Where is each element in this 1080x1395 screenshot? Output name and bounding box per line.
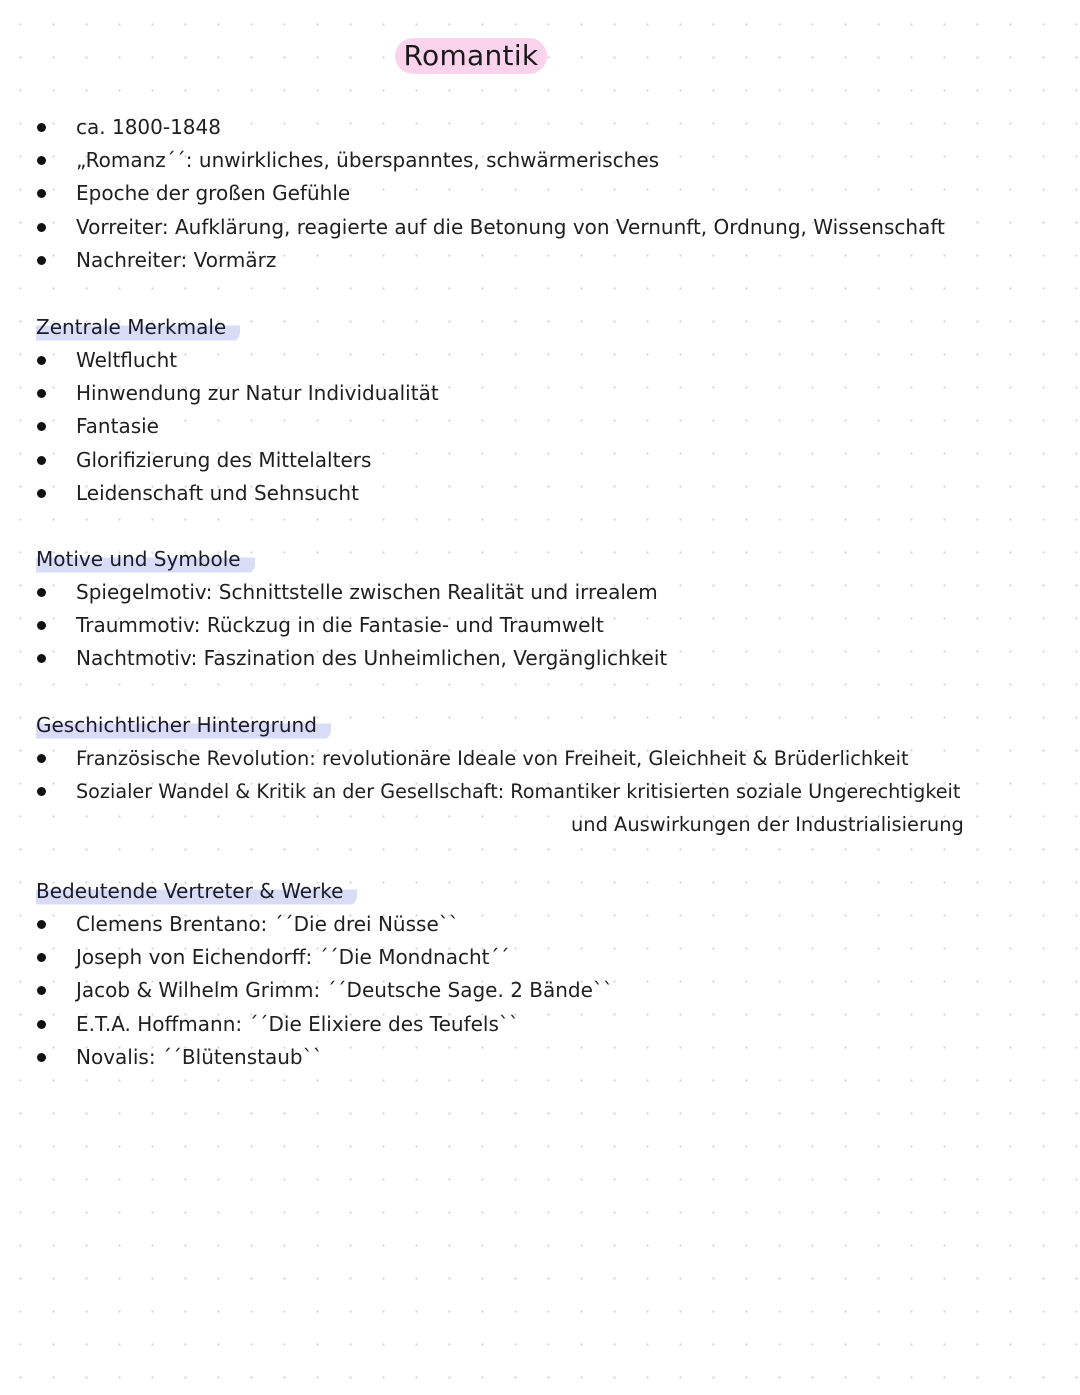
bullet-dot-icon (37, 986, 46, 995)
bullet-dot-icon (37, 356, 46, 365)
list-item-text: Weltflucht (76, 348, 178, 372)
list-item-text: Vorreiter: Aufklärung, reagierte auf die Betonung von Vernunft, Ordnung, Wissenschaft (76, 214, 945, 239)
bullet-dot-icon (37, 489, 46, 498)
list-item-text: Französische Revolution: revolutionäre Ideale von Freiheit, Gleichheit & Brüderlichkeit (76, 747, 909, 770)
bullet-dot-icon (37, 920, 46, 929)
bullet-dot-icon (37, 456, 46, 465)
section-heading-text: Motive und Symbole (36, 544, 255, 574)
list-item (0, 244, 945, 277)
merkmale-list (0, 344, 439, 510)
page-title: Romantik (395, 38, 547, 74)
bullet-dot-icon (37, 422, 46, 431)
vertreter-list (0, 908, 613, 1074)
list-item-text: Nachreiter: Vormärz (76, 247, 277, 272)
list-item (0, 609, 667, 642)
list-item (0, 576, 667, 609)
list-item-text: „Romanz´´: unwirkliches, überspanntes, schwärmerisches (76, 148, 660, 173)
section-heading-vertreter (36, 876, 357, 906)
motive-list (0, 576, 667, 676)
bullet-dot-icon (37, 588, 46, 597)
bullet-dot-icon (37, 654, 46, 663)
list-item-text: Jacob & Wilhelm Grimm: ´´Deutsche Sage. 2 Bände`` (76, 978, 613, 1003)
list-item-text: Epoche der großen Gefühle (76, 181, 351, 206)
list-item (0, 941, 613, 974)
bullet-dot-icon (37, 621, 46, 630)
hintergrund-list (0, 742, 964, 842)
list-item-text: Sozialer Wandel & Kritik an der Gesellschaft: Romantiker kritisierten soziale Ungerechtigkeit (76, 780, 961, 804)
list-item (0, 742, 964, 775)
list-item-text: Spiegelmotiv: Schnittstelle zwischen Realität und irrealem (76, 580, 658, 604)
list-item (0, 344, 439, 377)
section-heading-merkmale (36, 312, 240, 342)
list-item-text: Hinwendung zur Natur Individualität (76, 381, 439, 406)
list-item-text: Novalis: ´´Blütenstaub`` (76, 1044, 323, 1069)
bullet-dot-icon (37, 787, 46, 796)
list-item (0, 144, 945, 177)
bullet-dot-icon (37, 1020, 46, 1029)
list-item (0, 1041, 613, 1074)
list-item (0, 177, 945, 210)
list-item-text: Fantasie (76, 414, 159, 439)
section-heading-hintergrund (36, 710, 331, 740)
bullet-dot-icon (37, 389, 46, 398)
section-heading-text: Geschichtlicher Hintergrund (36, 710, 331, 740)
list-item-text: E.T.A. Hoffmann: ´´Die Elixiere des Teufels`` (76, 1011, 519, 1036)
bullet-dot-icon (37, 156, 46, 165)
bullet-dot-icon (37, 256, 46, 265)
list-item (0, 642, 667, 675)
list-item (0, 974, 613, 1007)
section-heading-text: Zentrale Merkmale (36, 312, 240, 342)
intro-list (0, 111, 945, 277)
bullet-dot-icon (37, 123, 46, 132)
bullet-dot-icon (37, 1053, 46, 1062)
section-heading-text: Bedeutende Vertreter & Werke (36, 876, 357, 906)
list-item-text: Joseph von Eichendorff: ´´Die Mondnacht´´ (76, 945, 510, 970)
list-item (0, 1008, 613, 1041)
list-item-text: Nachtmotiv: Faszination des Unheimlichen, Vergänglichkeit (76, 646, 668, 671)
list-item (0, 211, 945, 244)
list-item-text: Clemens Brentano: ´´Die drei Nüsse`` (76, 912, 459, 936)
list-item-text: und Auswirkungen der Industrialisierung (571, 813, 964, 837)
list-item (0, 775, 964, 808)
list-item-text: Glorifizierung des Mittelalters (76, 447, 372, 472)
list-item-text: Leidenschaft und Sehnsucht (76, 480, 359, 505)
list-item (0, 477, 439, 510)
bullet-dot-icon (37, 223, 46, 232)
list-item (0, 377, 439, 410)
bullet-dot-icon (37, 953, 46, 962)
list-item (0, 908, 613, 941)
list-item-text: Traummotiv: Rückzug in die Fantasie- und Traumwelt (76, 613, 604, 638)
bullet-dot-icon (37, 189, 46, 198)
list-item (0, 444, 439, 477)
list-item (0, 111, 945, 144)
list-item-continuation (0, 808, 964, 841)
list-item-text: ca. 1800-1848 (76, 115, 221, 139)
list-item (0, 410, 439, 443)
section-heading-motive (36, 544, 255, 574)
bullet-dot-icon (37, 754, 46, 763)
